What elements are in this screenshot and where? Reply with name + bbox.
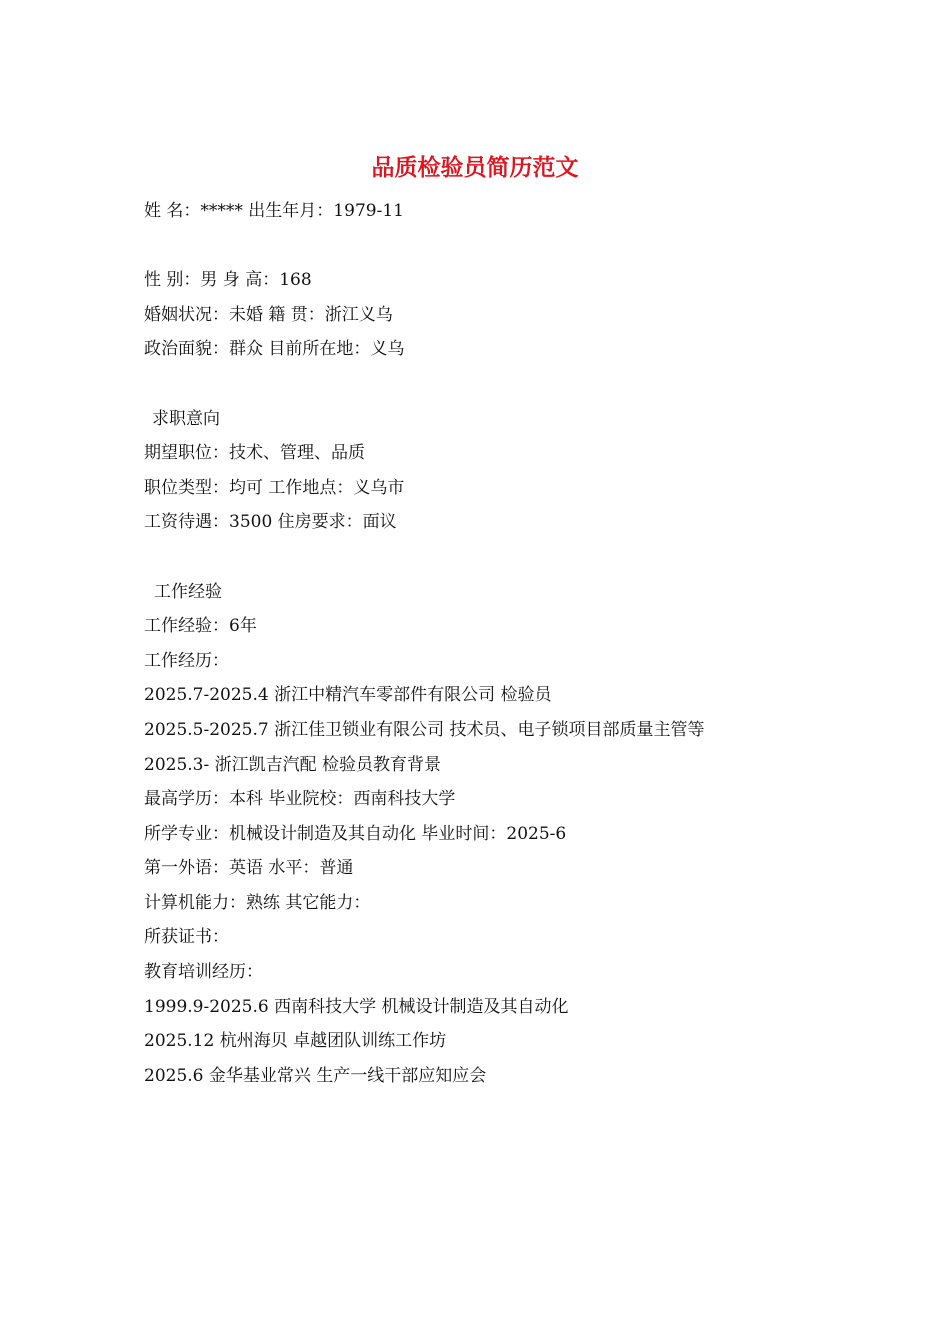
document-title: 品质检验员简历范文 [371,154,579,181]
work-history-item: 2025.7-2025.4 浙江中精汽车零部件有限公司 检验员 [144,685,552,706]
section-heading-job-intent: 求职意向 [152,408,220,429]
gender-height-line: 性 别：男 身 高：168 [144,270,312,291]
work-history-item: 2025.5-2025.7 浙江佳卫锁业有限公司 技术员、电子锁项目部质量主管等 [144,719,705,740]
training-label: 教育培训经历： [144,962,263,983]
blank-line [144,229,904,264]
resume-body [144,194,904,1093]
section-heading-work-experience: 工作经验 [154,581,222,602]
name-birth-line: 姓 名：***** 出生年月：1979-11 [144,201,404,221]
certificates-line: 所获证书： [144,927,229,948]
salary-housing-line: 工资待遇：3500 住房要求：面议 [144,512,397,533]
blank-line [144,540,904,575]
desired-position-line: 期望职位：技术、管理、品质 [144,443,365,464]
job-type-location-line: 职位类型：均可 工作地点：义乌市 [144,477,405,498]
major-graduation-line: 所学专业：机械设计制造及其自动化 毕业时间：2025-6 [144,823,567,844]
computer-skills-line: 计算机能力：熟练 其它能力： [144,892,371,913]
blank-line [144,367,904,402]
training-item: 2025.12 杭州海贝 卓越团队训练工作坊 [144,1031,447,1052]
education-level-line: 最高学历：本科 毕业院校：西南科技大学 [144,789,456,810]
work-history-label: 工作经历： [144,650,229,671]
work-history-item: 2025.3- 浙江凯吉汽配 检验员教育背景 [144,754,442,775]
language-line: 第一外语：英语 水平：普通 [144,858,354,879]
political-location-line: 政治面貌：群众 目前所在地：义乌 [144,339,405,360]
training-item: 1999.9-2025.6 西南科技大学 机械设计制造及其自动化 [144,996,569,1017]
training-item: 2025.6 金华基业常兴 生产一线干部应知应会 [144,1065,487,1086]
marital-hometown-line: 婚姻状况：未婚 籍 贯：浙江义乌 [144,304,393,325]
work-years-line: 工作经验：6年 [144,616,257,637]
